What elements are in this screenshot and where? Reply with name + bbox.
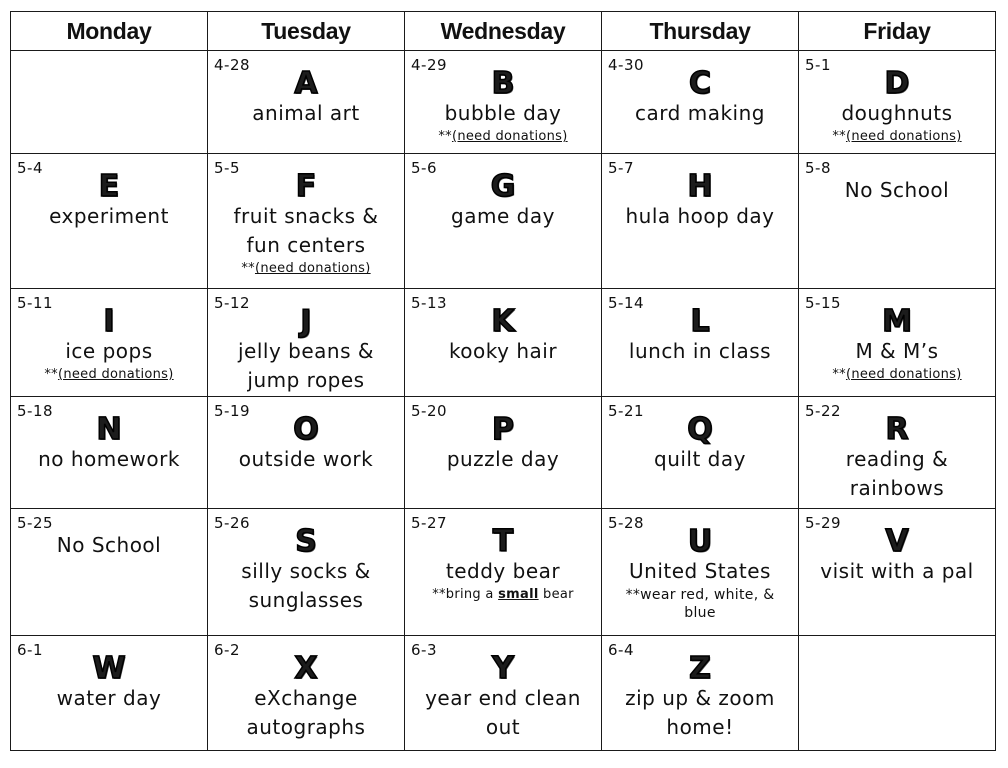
cell-date: 5-7	[608, 159, 634, 178]
cell-date: 5-25	[17, 514, 54, 533]
week-row-4	[11, 396, 996, 508]
header-wednesday: Wednesday	[405, 12, 602, 51]
note-donations: (need donations)	[451, 129, 568, 144]
calendar-cell	[208, 509, 405, 635]
cell-letter: Y	[492, 650, 514, 686]
calendar-cell	[602, 509, 799, 635]
note-donations: (need donations)	[845, 366, 962, 382]
cell-letter: B	[491, 66, 515, 101]
calendar-cell	[208, 635, 405, 750]
cell-activity: card making	[635, 101, 765, 125]
cell-note	[405, 586, 601, 604]
calendar-cell	[799, 288, 996, 396]
calendar-cell-no-school	[11, 509, 208, 635]
cell-letter: E	[98, 169, 120, 205]
calendar-cell	[602, 635, 799, 750]
cell-note	[405, 128, 601, 146]
calendar-cell	[405, 635, 602, 750]
cell-letter: U	[687, 524, 713, 560]
abc-countdown-calendar	[10, 11, 996, 751]
calendar-cell	[799, 51, 996, 154]
cell-note	[799, 366, 995, 384]
cell-note	[208, 260, 404, 278]
cell-date: 5-28	[608, 514, 645, 533]
calendar-cell	[11, 396, 208, 508]
calendar-cell	[405, 51, 602, 154]
cell-letter: X	[294, 650, 318, 686]
cell-activity: teddy bear	[445, 559, 561, 584]
calendar-cell	[208, 396, 405, 508]
calendar-cell	[405, 509, 602, 635]
cell-date: 5-13	[411, 293, 448, 312]
note-donations: (need donations)	[254, 261, 371, 277]
cell-activity: kooky hair	[448, 338, 558, 363]
cell-letter: K	[491, 303, 515, 339]
cell-letter: J	[300, 303, 312, 339]
cell-activity: reading & rainbows	[845, 446, 949, 500]
cell-letter: S	[295, 524, 317, 560]
week-row-6	[11, 635, 996, 750]
cell-activity: zip up & zoom home!	[625, 685, 775, 739]
cell-letter: D	[884, 66, 910, 101]
cell-activity: outside work	[238, 446, 374, 471]
calendar-cell	[11, 288, 208, 396]
calendar-cell	[602, 154, 799, 288]
cell-activity: bubble day	[444, 101, 562, 125]
cell-letter: G	[490, 169, 516, 205]
cell-date: 6-3	[411, 640, 437, 659]
cell-letter: T	[492, 524, 514, 560]
cell-date: 4-30	[608, 56, 645, 74]
week-row-3	[11, 288, 996, 396]
cell-date: 5-8	[805, 159, 831, 178]
calendar-cell	[405, 396, 602, 508]
cell-date: 5-1	[805, 56, 831, 74]
cell-activity: visit with a pal	[820, 559, 974, 584]
cell-date: 5-27	[411, 514, 448, 533]
calendar-cell-no-school	[799, 154, 996, 288]
calendar-cell	[405, 288, 602, 396]
cell-activity: fruit snacks & fun centers	[233, 204, 379, 258]
cell-activity: No School	[844, 178, 950, 203]
calendar-cell	[405, 154, 602, 288]
cell-date: 5-18	[17, 401, 54, 420]
cell-date: 5-26	[214, 514, 251, 533]
cell-letter: Q	[687, 411, 713, 447]
cell-letter: P	[492, 411, 514, 447]
cell-activity: eXchange autographs	[246, 685, 366, 739]
cell-date: 5-14	[608, 293, 645, 312]
cell-date: 6-1	[17, 640, 43, 659]
calendar-cell	[11, 154, 208, 288]
cell-letter: I	[103, 303, 115, 339]
calendar-cell	[11, 635, 208, 750]
note-prefix: **	[438, 129, 452, 144]
cell-letter: M	[882, 303, 912, 339]
cell-activity: silly socks & sunglasses	[241, 559, 371, 613]
header-thursday: Thursday	[602, 12, 799, 51]
calendar-cell	[602, 288, 799, 396]
cell-activity: year end clean out	[425, 685, 581, 739]
cell-date: 5-11	[17, 293, 54, 312]
calendar-cell	[602, 396, 799, 508]
header-tuesday: Tuesday	[208, 12, 405, 51]
calendar-cell	[799, 396, 996, 508]
cell-activity: ice pops	[65, 338, 153, 363]
cell-activity: experiment	[49, 204, 169, 229]
cell-date: 6-2	[214, 640, 240, 659]
cell-date: 5-4	[17, 159, 43, 178]
calendar-cell-empty	[11, 51, 208, 154]
cell-date: 5-12	[214, 293, 251, 312]
calendar-cell	[799, 509, 996, 635]
cell-letter: A	[294, 66, 318, 101]
cell-activity: puzzle day	[446, 446, 560, 471]
cell-date: 5-6	[411, 159, 437, 178]
cell-note	[11, 366, 207, 384]
cell-date: 5-29	[805, 514, 842, 533]
cell-activity: animal art	[252, 101, 360, 125]
weekday-header-row	[11, 12, 996, 51]
cell-letter: Z	[689, 650, 711, 686]
week-row-5	[11, 509, 996, 635]
cell-activity: doughnuts	[841, 101, 953, 125]
cell-date: 5-19	[214, 401, 251, 420]
cell-letter: N	[96, 411, 122, 447]
note-prefix: **	[241, 261, 255, 277]
cell-date: 5-21	[608, 401, 645, 420]
cell-activity: quilt day	[654, 446, 746, 471]
cell-date: 5-22	[805, 401, 842, 420]
cell-letter: V	[885, 524, 909, 560]
cell-letter: C	[688, 66, 712, 101]
note-prefix: **	[832, 366, 846, 382]
cell-note: **wear red, white, & blue	[625, 587, 775, 622]
note-prefix: **	[44, 366, 58, 382]
cell-activity: game day	[451, 204, 555, 229]
header-friday: Friday	[799, 12, 996, 51]
cell-letter: F	[295, 169, 317, 205]
cell-activity: lunch in class	[628, 338, 772, 363]
cell-date: 5-15	[805, 293, 842, 312]
calendar-cell-empty	[799, 635, 996, 750]
cell-letter: W	[92, 650, 126, 686]
cell-letter: O	[293, 411, 319, 447]
cell-date: 5-20	[411, 401, 448, 420]
cell-date: 6-4	[608, 640, 634, 659]
cell-activity: no homework	[38, 446, 180, 471]
cell-activity: M & M’s	[855, 338, 939, 363]
week-row-2	[11, 154, 996, 288]
cell-activity: jelly beans & jump ropes	[238, 338, 374, 392]
calendar-cell	[208, 51, 405, 154]
note-suffix: bear	[538, 587, 574, 603]
cell-letter: H	[687, 169, 713, 205]
calendar-cell	[602, 51, 799, 154]
cell-activity: hula hoop day	[625, 204, 775, 229]
cell-note	[799, 128, 995, 146]
cell-activity: United States	[629, 559, 771, 584]
calendar-cell	[208, 154, 405, 288]
cell-date: 4-29	[411, 56, 448, 74]
cell-letter: R	[885, 411, 909, 447]
cell-date: 4-28	[214, 56, 251, 74]
cell-date: 5-5	[214, 159, 240, 178]
note-donations: (need donations)	[57, 366, 174, 382]
note-donations: (need donations)	[845, 129, 962, 144]
cell-letter: L	[690, 303, 710, 339]
calendar-cell	[208, 288, 405, 396]
note-prefix: **	[832, 129, 846, 144]
header-monday: Monday	[11, 12, 208, 51]
week-row-1	[11, 51, 996, 154]
note-bold: small	[498, 587, 539, 603]
note-prefix: **bring a	[432, 587, 499, 603]
cell-activity: water day	[56, 685, 162, 710]
cell-activity: No School	[56, 533, 162, 558]
